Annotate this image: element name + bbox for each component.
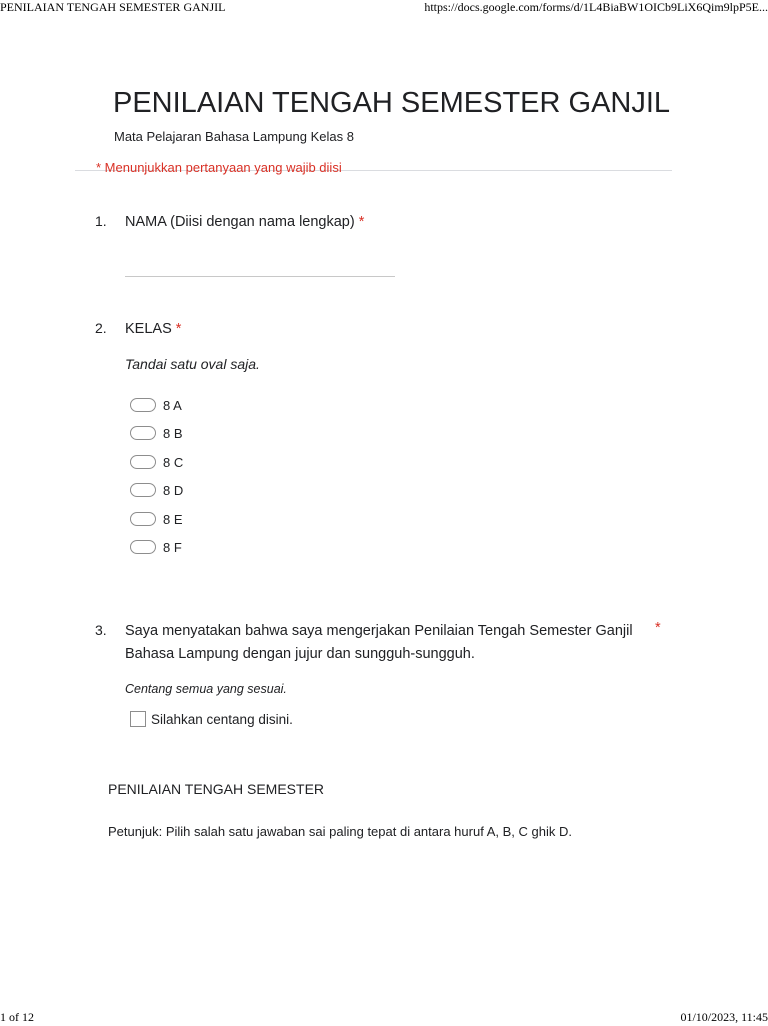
question-3-instruction: Centang semua yang sesuai. [125, 682, 287, 696]
print-header [0, 0, 768, 16]
form-title: PENILAIAN TENGAH SEMESTER GANJIL [113, 87, 671, 119]
print-header-title: PENILAIAN TENGAH SEMESTER GANJIL [0, 0, 226, 14]
required-note: * Menunjukkan pertanyaan yang wajib diisi [96, 160, 342, 175]
name-input[interactable] [125, 276, 395, 277]
radio-option-8c[interactable] [130, 453, 183, 471]
section-description: Petunjuk: Pilih salah satu jawaban sai paling tepat di antara huruf A, B, C ghik D. [108, 824, 572, 839]
question-3-number: 3. [95, 622, 107, 638]
radio-option-8b[interactable] [130, 424, 183, 442]
radio-oval[interactable] [130, 483, 156, 497]
section-title: PENILAIAN TENGAH SEMESTER [108, 781, 325, 797]
radio-oval[interactable] [130, 398, 156, 412]
radio-option-label: 8 B [163, 425, 183, 441]
radio-option-label: 8 C [163, 454, 184, 470]
required-asterisk: * [175, 321, 182, 337]
radio-oval[interactable] [130, 426, 156, 440]
radio-option-label: 8 D [163, 482, 184, 498]
radio-option-label: 8 E [163, 511, 183, 527]
radio-option-8d[interactable] [130, 481, 183, 499]
question-2-title [125, 318, 181, 341]
question-2-number: 2. [95, 320, 107, 336]
required-asterisk: * [655, 620, 661, 636]
question-3-title: Saya menyatakan bahwa saya mengerjakan Penilaian Tengah Semester Ganjil Bahasa Lampung dengan jujur dan sungguh-sungguh. [125, 623, 633, 662]
radio-oval[interactable] [130, 512, 156, 526]
radio-option-label: 8 A [163, 397, 182, 413]
form-subtitle: Mata Pelajaran Bahasa Lampung Kelas 8 [114, 129, 354, 144]
question-1-title [125, 211, 364, 234]
checkbox[interactable] [130, 711, 146, 727]
checkbox-option[interactable] [130, 710, 293, 728]
print-header-url: https://docs.google.com/forms/d/1L4BiaBW1OICb9LiX6Qim9lpP5E... [424, 0, 768, 14]
checkbox-label: Silahkan centang disini. [151, 711, 293, 727]
radio-oval[interactable] [130, 455, 156, 469]
radio-option-8a[interactable] [130, 396, 182, 414]
radio-option-8e[interactable] [130, 510, 183, 528]
radio-option-label: 8 F [163, 539, 182, 555]
page-number: 1 of 12 [0, 1010, 34, 1024]
radio-option-8f[interactable] [130, 538, 182, 556]
required-asterisk: * [358, 214, 365, 230]
question-1-number: 1. [95, 213, 107, 229]
question-2-instruction: Tandai satu oval saja. [125, 356, 260, 372]
radio-oval[interactable] [130, 540, 156, 554]
question-2-title-text: KELAS [125, 321, 172, 337]
print-datetime: 01/10/2023, 11:45 [680, 1010, 768, 1024]
question-1-title-text: NAMA (Diisi dengan nama lengkap) [125, 214, 355, 230]
